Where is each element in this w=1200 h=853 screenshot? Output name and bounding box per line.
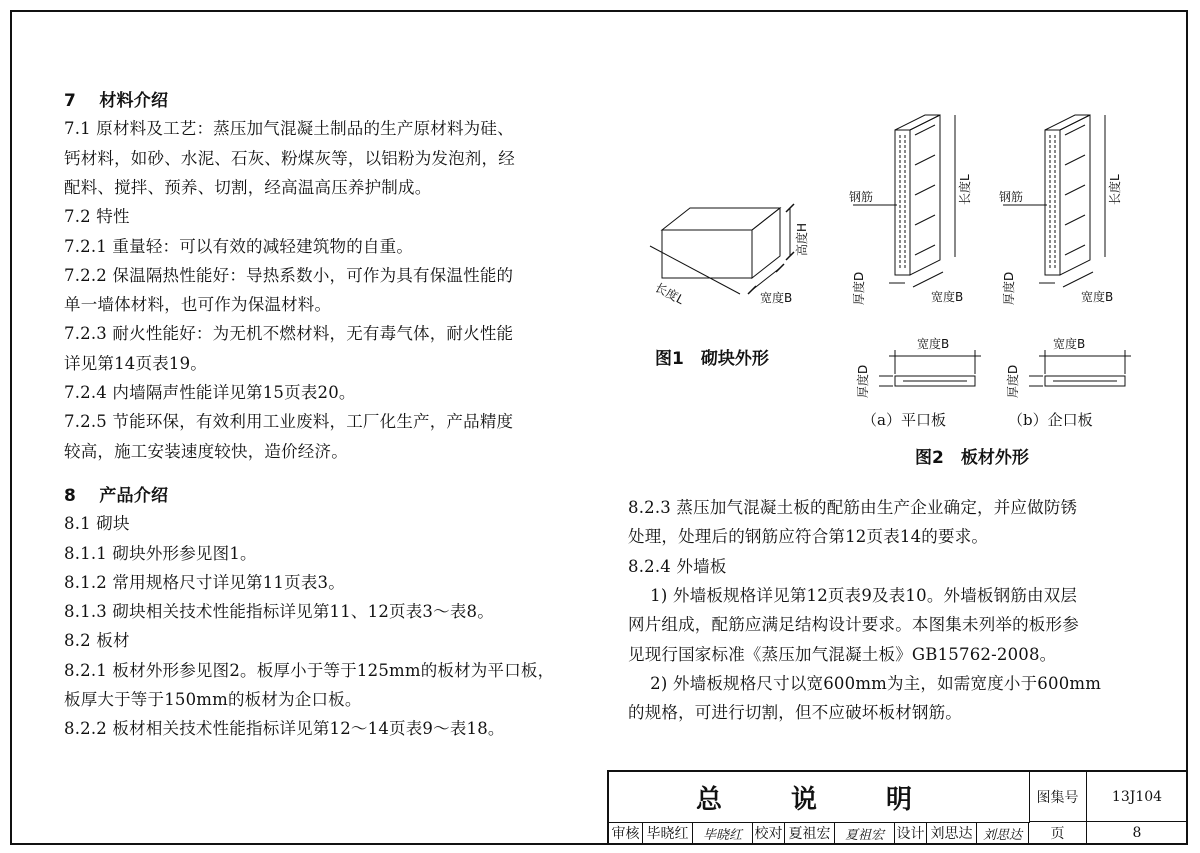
text-line: 8.2.1 板材外形参见图2。板厚小于等于125mm的板材为平口板， xyxy=(64,660,555,680)
page-number: 8 xyxy=(1087,822,1188,845)
text-line: 处理，处理后的钢筋应符合第12页表14的要求。 xyxy=(628,527,989,547)
figure-2-panel-a xyxy=(845,105,995,305)
text-line: 单一墙体材料，也可作为保温材料。 xyxy=(64,295,332,315)
text-line: 2) 外墙板规格尺寸以宽600mm为主，如需宽度小于600mm xyxy=(628,673,1102,693)
fig2a-rebar-label: 钢筋 xyxy=(849,190,874,204)
title-block xyxy=(607,770,1188,845)
figure-2-caption: 图2 板材外形 xyxy=(915,448,1029,468)
text-line: 8.2 板材 xyxy=(64,631,130,651)
fig2-section-a-thickness: 厚度D xyxy=(856,364,870,398)
fig2-sub-b-caption: （b）企口板 xyxy=(1008,411,1093,429)
figure-1-block xyxy=(640,190,820,310)
design-name: 刘思达 xyxy=(927,822,977,845)
page-label: 页 xyxy=(1029,822,1087,845)
atlas-label: 图集号 xyxy=(1029,772,1087,822)
check-signature: 夏祖宏 xyxy=(835,822,895,845)
fig1-height-label: 高度H xyxy=(795,222,809,256)
review-label: 审核 xyxy=(609,822,643,845)
text-line: 8.1.2 常用规格尺寸详见第11页表3。 xyxy=(64,572,345,592)
text-line: 的规格，可进行切割，但不应破坏板材钢筋。 xyxy=(628,703,962,723)
fig2a-width-label: 宽度B xyxy=(931,290,964,304)
section-heading: 7 材料介绍 xyxy=(64,91,169,111)
fig1-width-label: 宽度B xyxy=(760,291,793,305)
fig2a-length-label: 长度L xyxy=(958,174,972,205)
figure-2-panel-b xyxy=(995,105,1145,305)
text-line: 见现行国家标准《蒸压加气混凝土板》GB15762-2008。 xyxy=(628,644,1057,664)
figure-2-section-a xyxy=(845,330,995,400)
drawing-title: 总 说 明 xyxy=(609,772,1030,823)
review-name: 毕晓红 xyxy=(643,822,693,845)
fig2-section-b-thickness: 厚度D xyxy=(1006,364,1020,398)
fig2b-length-label: 长度L xyxy=(1108,174,1122,205)
review-signature: 毕晓红 xyxy=(693,822,753,845)
check-name: 夏祖宏 xyxy=(785,822,835,845)
text-line: 网片组成，配筋应满足结构设计要求。本图集未列举的板形参 xyxy=(628,615,1079,635)
fig2b-width-label: 宽度B xyxy=(1081,290,1114,304)
text-line: 8.2.4 外墙板 xyxy=(628,556,727,576)
atlas-number: 13J104 xyxy=(1087,772,1188,822)
figure-2-section-b xyxy=(995,330,1145,400)
design-signature: 刘思达 xyxy=(977,822,1029,845)
text-line: 8.1.1 砌块外形参见图1。 xyxy=(64,543,257,563)
section-heading: 8 产品介绍 xyxy=(64,485,169,506)
text-line: 7.2.2 保温隔热性能好：导热系数小，可作为具有保温性能的 xyxy=(64,265,514,285)
text-line: 7.2.5 节能环保，有效利用工业废料，工厂化生产，产品精度 xyxy=(64,412,514,432)
text-line: 7.2.1 重量轻：可以有效的减轻建筑物的自重。 xyxy=(64,236,414,256)
check-label: 校对 xyxy=(753,822,785,845)
text-line: 7.2 特性 xyxy=(64,207,130,227)
fig1-length-label: 长度L xyxy=(652,280,687,308)
fig2-section-a-width: 宽度B xyxy=(917,337,950,351)
text-line: 较高，施工安装速度较快，造价经济。 xyxy=(64,441,348,461)
text-line: 钙材料，如砂、水泥、石灰、粉煤灰等，以铝粉为发泡剂，经 xyxy=(64,148,515,168)
text-line: 8.1 砌块 xyxy=(64,514,130,534)
text-line: 8.1.3 砌块相关技术性能指标详见第11、12页表3～表8。 xyxy=(64,602,494,622)
text-line: 7.2.4 内墙隔声性能详见第15页表20。 xyxy=(64,383,356,402)
fig2-section-b-width: 宽度B xyxy=(1053,337,1086,351)
figure-1-caption: 图1 砌块外形 xyxy=(655,349,769,369)
text-line: 8.2.2 板材相关技术性能指标详见第12～14页表9～表18。 xyxy=(64,719,505,739)
fig2b-rebar-label: 钢筋 xyxy=(999,190,1024,204)
text-line: 板厚大于等于150mm的板材为企口板。 xyxy=(64,690,362,709)
text-line: 7.2.3 耐火性能好：为无机不燃材料，无有毒气体，耐火性能 xyxy=(64,324,514,344)
fig2a-thickness-label: 厚度D xyxy=(852,271,866,305)
fig2b-thickness-label: 厚度D xyxy=(1002,271,1016,305)
text-line: 详见第14页表19。 xyxy=(64,353,207,373)
text-line: 8.2.3 蒸压加气混凝土板的配筋由生产企业确定，并应做防锈 xyxy=(628,498,1078,517)
text-line: 1) 外墙板规格详见第12页表9及表10。外墙板钢筋由双层 xyxy=(628,585,1078,605)
design-label: 设计 xyxy=(895,822,927,845)
text-line: 7.1 原材料及工艺：蒸压加气混凝土制品的生产原材料为硅、 xyxy=(64,119,514,139)
fig2-sub-a-caption: （a）平口板 xyxy=(862,411,946,429)
text-line: 配料、搅拌、预养、切割，经高温高压养护制成。 xyxy=(64,177,432,197)
